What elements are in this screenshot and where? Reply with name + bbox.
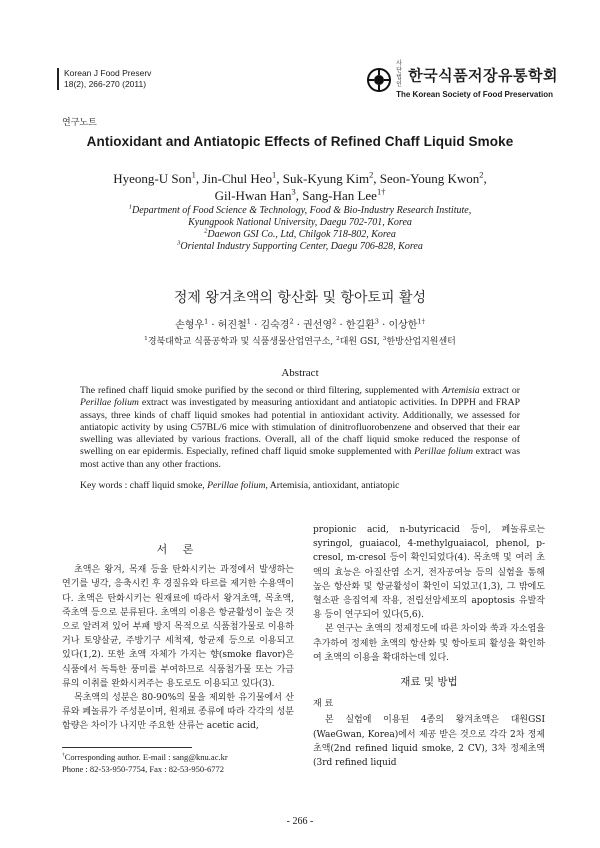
affil-number: 2 xyxy=(204,227,208,235)
separator: · xyxy=(293,320,304,331)
keywords-species: Perillae folium xyxy=(207,480,266,491)
author-affil-mark: 1 xyxy=(272,169,277,180)
abstract-species: Perillae folium xyxy=(414,446,473,458)
journal-volume: 18(2), 266-270 (2011) xyxy=(64,79,147,89)
author-affil-mark: 1† xyxy=(376,186,386,197)
society-name-ko: 한국식품저장유통학회 xyxy=(408,67,558,85)
affil-text: Daewon GSI Co., Ltd, Chilgok 718-802, Korea xyxy=(207,229,396,240)
methods-paragraph: 본 실험에 이용된 4종의 왕겨초액은 대원GSI (WaeGwan, Korea)에서 제공 받은 것으로 각각 2차 정제초액(2nd refined liquid smoke, 2 CV), 3차 정제초액(3rd refined liquid xyxy=(313,715,545,769)
author-list-korean xyxy=(60,318,540,333)
author-list: Hyeong-U Son$^1$, Jin-Chul Heo$^1$, Suk-Kyung Kim$^2$, Seon-Young Kwon$^2$, Gil-Hwan Han$^3$, Sang-Han Lee$^{1\dagger}$ xyxy=(113,169,487,203)
author-name-ko: 손형우 xyxy=(175,320,205,331)
footnote-divider xyxy=(62,747,192,748)
author-name: Jin-Chul Heo xyxy=(202,171,273,186)
abstract-species: Artemisia xyxy=(441,385,480,396)
intro-paragraph: propionic acid, n-butyricacid 등이, 페놀류로는 syringol, guaiacol, 4-methylguaiacol, phenol, p-cresol, m-cresol 등이 확인되었다(4). 목초액 및 여러 초액의 효능은 아질산염 소거, 전자공여능 등의 실험을 통해 높은 항산화 및 항균활성이 확인이 되었고(1,3), 그 밖에도 혈소판 응집억제 작용, 전립선암세포의 apoptosis 유발작용 등이 연구되어 있다(5,6). xyxy=(313,525,545,621)
paper-title: Antioxidant and Antiatopic Effects of Refined Chaff Liquid Smoke xyxy=(86,134,514,149)
author-name: Sang-Han Lee xyxy=(302,188,377,203)
affiliations-korean xyxy=(60,334,540,347)
body-right-column xyxy=(313,523,545,770)
affil-text: Department of Food Science & Technology, Food & Bio-Industry Research Institute, xyxy=(132,205,472,216)
keywords-label: Key words : xyxy=(80,480,128,491)
section-heading-methods: 재료 및 방법 xyxy=(400,676,458,689)
intro-paragraph: 초액은 왕겨, 목재 등을 탄화시키는 과정에서 발생하는 연기를 냉각, 응축시킨 후 경질유와 타르를 제거한 수용액이다. 초액은 탄화시키는 원재료에 따라서 왕겨초액, 목초액, 죽초액 등으로 분류된다. 초액의 이용은 항균활성이 높은 것으로 알려져 있어 부패 방지 목적으로 식품첨가물로 이용하거나 토양살균, 주방기구 세척제, 항균제 등으로 이용되고 있다(1,2). 또한 초액 자체가 가지는 향(smoke flavor)은 식품에서 독특한 풍미를 부여하므로 식품첨가물 또는 가금류의 이취를 완화시켜주는 용도로도 이용되고 있다(3). xyxy=(62,565,294,689)
society-name-en: The Korean Society of Food Preservation xyxy=(396,90,554,99)
author-name-ko: 허진철 xyxy=(217,320,247,331)
intro-paragraph: 목초액의 성분은 80-90%의 물을 제외한 유기물에서 산류와 페놀류가 주성분이며, 원재료 종류에 따라 각각의 성분 함량은 차이가 나지만 주요한 산류는 acetic acid, xyxy=(62,693,294,732)
section-heading-introduction: 서 론 xyxy=(156,543,200,556)
abstract-species: Perillae folium xyxy=(80,397,139,409)
society-small-label: 사단법인 xyxy=(396,61,402,88)
author-affil-mark: 1 xyxy=(204,317,209,326)
author-affil-mark: 1 xyxy=(191,169,196,180)
keywords-text: chaff liquid smoke, xyxy=(127,480,208,491)
separator: · xyxy=(208,320,218,331)
paper-title-korean: 정제 왕겨초액의 항산화 및 항아토피 활성 xyxy=(173,290,427,306)
affil-number: 1 xyxy=(128,203,133,211)
author-affil-mark: 3 xyxy=(291,186,296,197)
author-name-ko: 김숙경 xyxy=(260,320,290,331)
author-affil-mark: 2 xyxy=(369,169,374,180)
society-name-block xyxy=(396,61,558,99)
affiliation-3 xyxy=(60,241,540,253)
author-name-ko: 한길환 xyxy=(345,320,375,331)
author-name-ko: 이상한 xyxy=(388,320,418,331)
separator: · xyxy=(250,320,261,331)
author-affil-mark: 2 xyxy=(289,317,294,326)
corresponding-author-footnote xyxy=(62,751,302,775)
society-header xyxy=(366,61,558,99)
footnote-mark: † xyxy=(62,752,65,759)
affiliation-1 xyxy=(60,205,540,217)
author-affil-mark: 1† xyxy=(417,317,425,326)
affil-text: Oriental Industry Supporting Center, Daegu 706-828, Korea xyxy=(180,241,423,252)
author-name: Hyeong-U Son xyxy=(113,171,192,186)
footnote-phone: Phone : 82-53-950-7754, Fax : 82-53-950-6772 xyxy=(62,764,224,774)
affiliation-2 xyxy=(60,229,540,241)
author-name: Gil-Hwan Han xyxy=(214,188,292,203)
author-affil-mark: 2 xyxy=(479,169,484,180)
affil-text-ko: 경북대학교 식품공학과 및 식품생물산업연구소, xyxy=(147,337,336,347)
affil-text-ko: 한방산업지원센터 xyxy=(386,337,456,347)
journal-name: Korean J Food Preserv xyxy=(64,68,152,78)
author-affil-mark: 3 xyxy=(374,317,379,326)
keywords-text: , Artemisia, antioxidant, antiatopic xyxy=(265,480,400,491)
affil-number: 3 xyxy=(177,239,181,247)
separator: · xyxy=(336,320,346,331)
abstract-body xyxy=(80,385,520,471)
intro-paragraph: 본 연구는 초액의 정제정도에 따른 차이와 쑥과 자소엽을 추가하여 정제한 초액의 항산화 및 항아토피 활성을 확인하여 초액의 이용을 확대하는데 있다. xyxy=(313,624,545,663)
author-affil-mark: 1 xyxy=(246,317,251,326)
affiliation-1-cont: Kyungpook National University, Daegu 702-701, Korea xyxy=(188,217,412,228)
author-name: Seon-Young Kwon xyxy=(379,171,480,186)
separator: · xyxy=(378,320,389,331)
abstract-text: extract was most active than any other fractions. xyxy=(80,446,521,470)
author-name: Suk-Kyung Kim xyxy=(282,171,370,186)
affil-number: 2 xyxy=(336,336,340,342)
abstract-text: extract was investigated by measuring antioxidant and antiatopic activities. In DPPH and FRAP assays, three kinds of chaff liquid smokes had potential in antioxidant activity. Additionally, we assessed for antiatopic activity by using C57BL/6 mice with stimulation of dinitrofluorobenzene and observed that their ear swelling was alleviated by various fractions. Overall, all of the chaff liquid smoke reduced the response of swelling on ear epidermis. Especially, refined chaff liquid smoke supplemented with xyxy=(80,397,520,458)
page-number: - 266 - xyxy=(286,816,314,827)
affil-text-ko: 대원 GSI, xyxy=(339,337,383,347)
keywords xyxy=(80,480,520,491)
footnote-email: Corresponding author. E-mail : sang@knu.ac.kr xyxy=(64,752,228,762)
abstract-text: extract or xyxy=(479,385,520,396)
journal-info xyxy=(57,68,151,90)
footnote-line xyxy=(62,751,302,763)
abstract-heading: Abstract xyxy=(281,367,319,379)
author-name-ko: 권선영 xyxy=(303,320,333,331)
society-logo-icon xyxy=(366,67,392,93)
abstract-text: The refined chaff liquid smoke purified by the second or third filtering, supplemented with xyxy=(80,385,442,396)
paper-type: 연구노트 xyxy=(62,118,97,128)
affiliations xyxy=(60,205,540,253)
affil-number: 1 xyxy=(144,336,148,342)
affil-number: 3 xyxy=(382,336,387,342)
subsection-heading-materials: 재 료 xyxy=(313,699,334,710)
body-left-column xyxy=(62,541,294,734)
author-affil-mark: 2 xyxy=(332,317,337,326)
